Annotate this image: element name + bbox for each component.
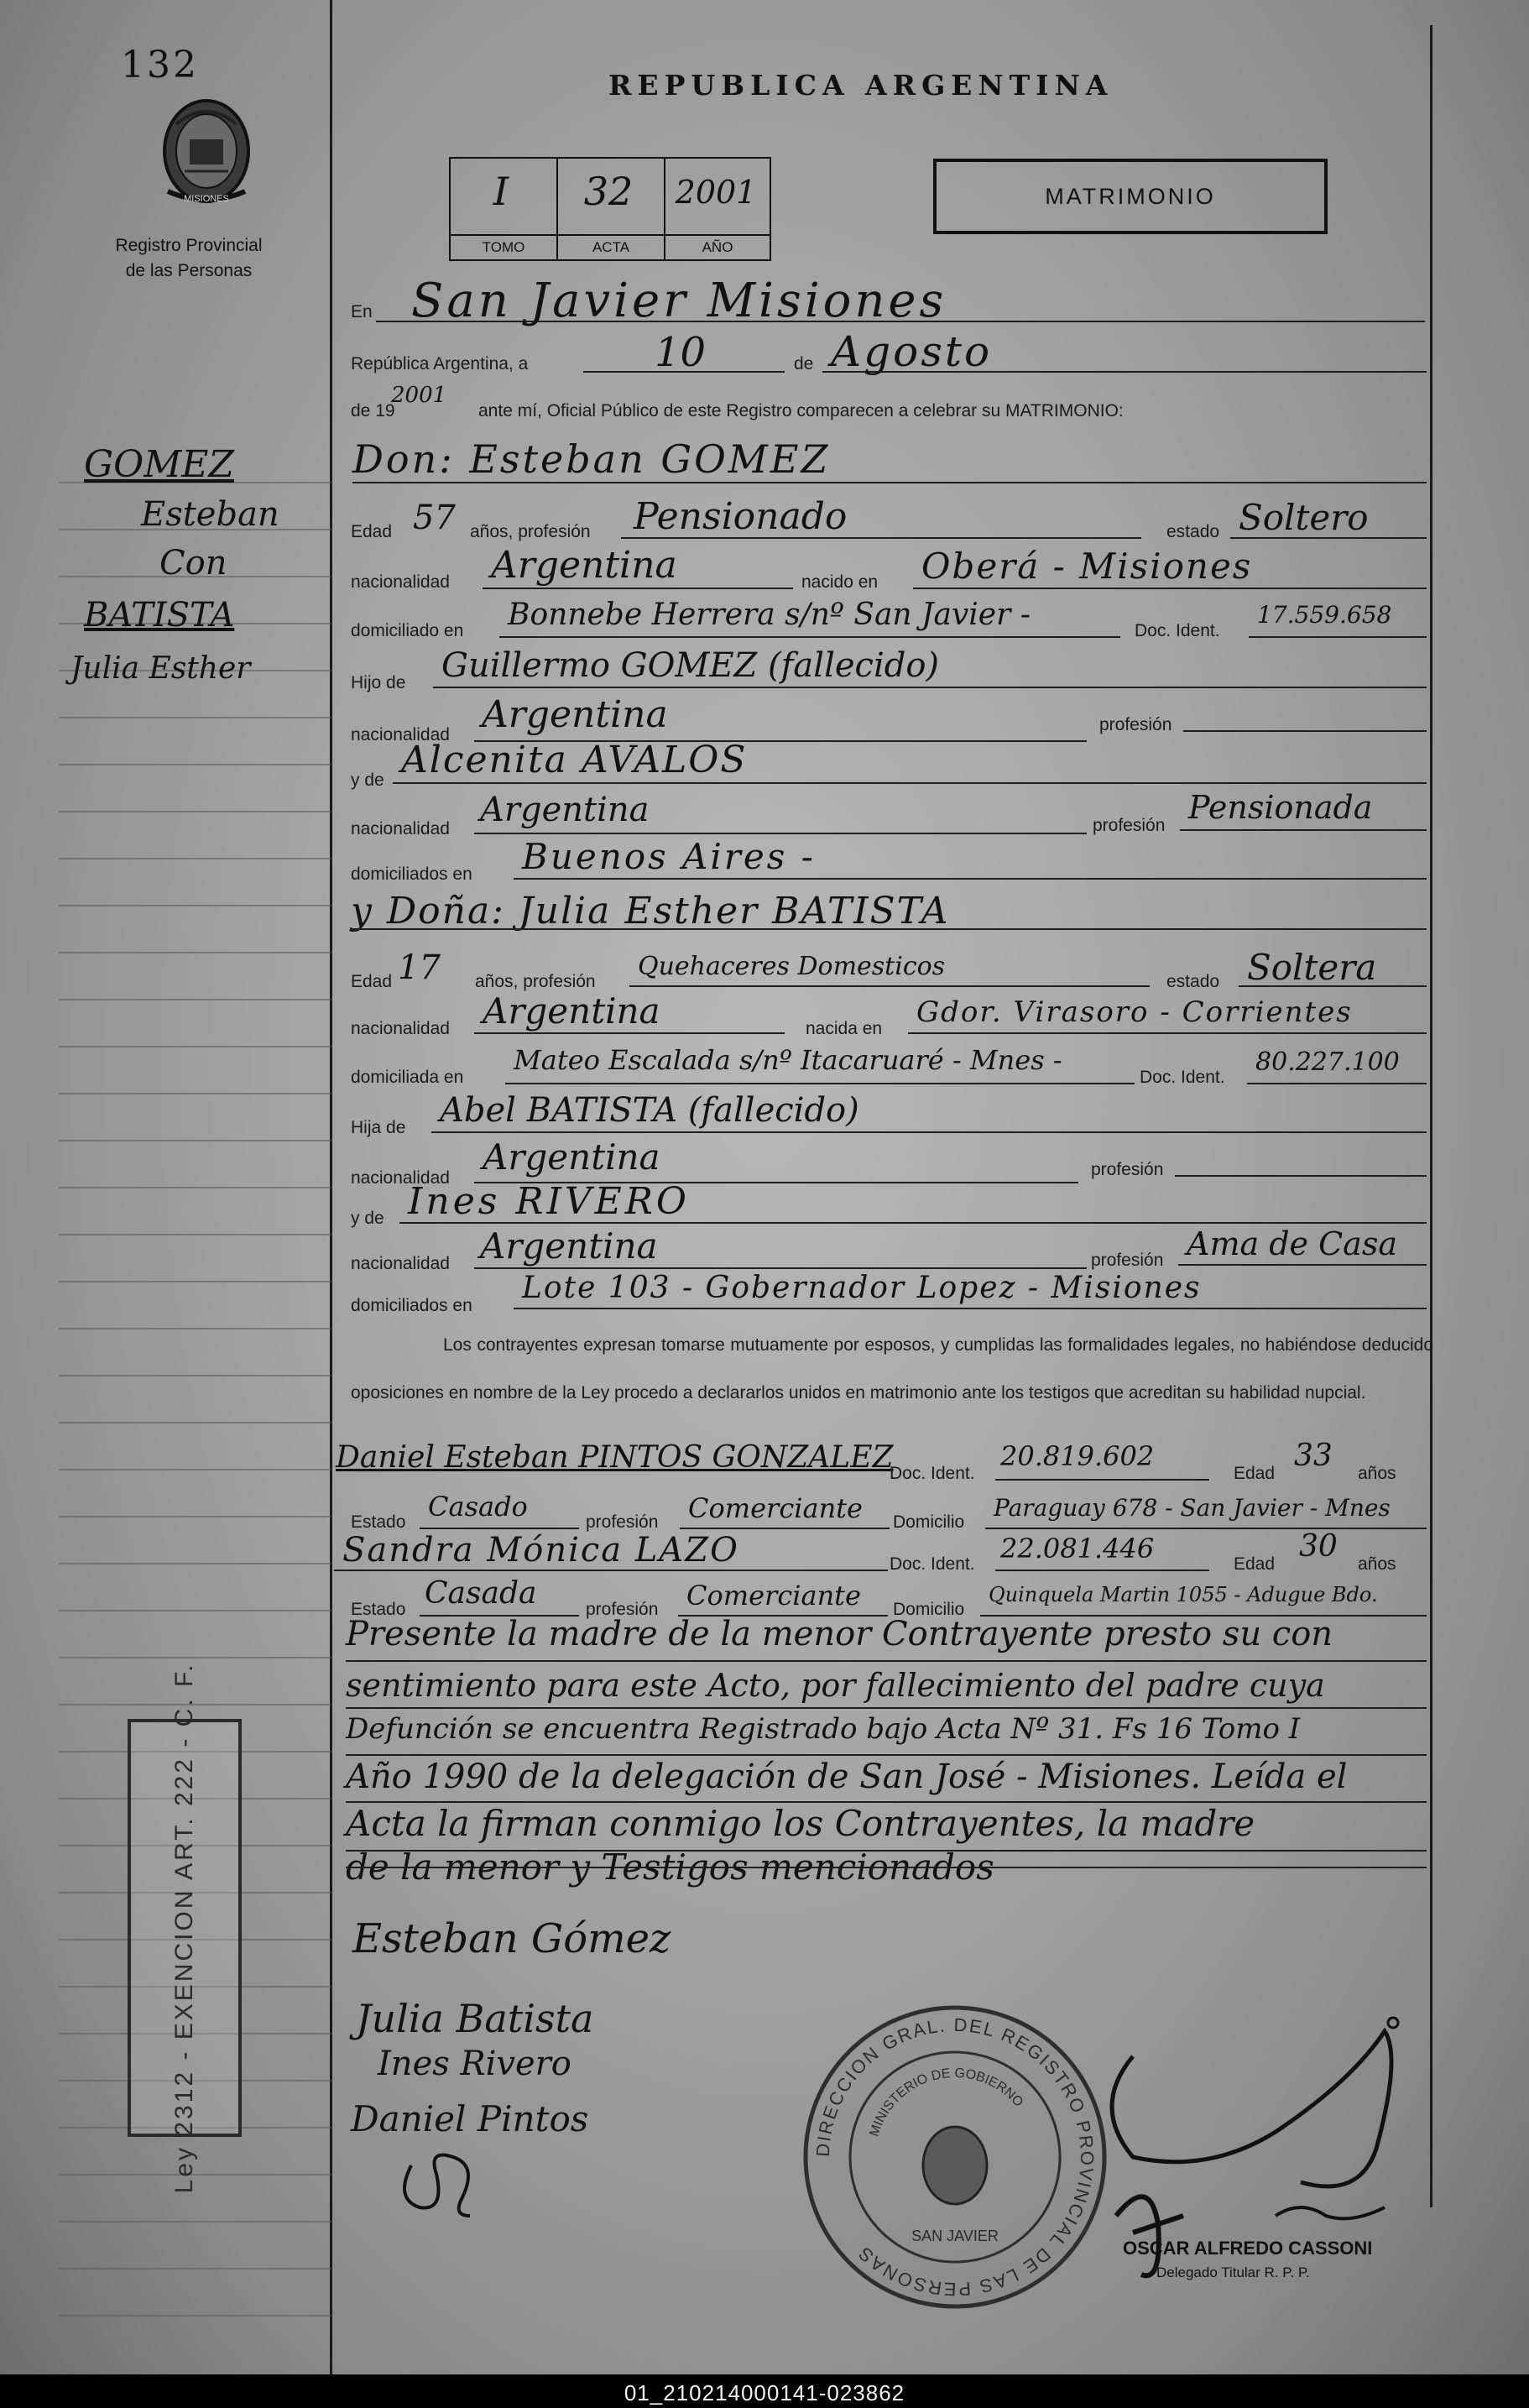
groom-age: 57 xyxy=(413,499,456,537)
acta-value: 32 xyxy=(583,169,634,214)
signature-groom: Esteban Gómez xyxy=(352,1915,671,1962)
bride-mother-nationality: Argentina xyxy=(480,1225,658,1267)
groom-nationality: Argentina xyxy=(491,544,677,587)
seal-ring-text: DIRECCION GRAL. DEL REGISTRO PROVINCIAL DE LAS PERSONAS xyxy=(811,2014,1098,2301)
note-line-5: Acta la firman conmigo los Contrayentes, la madre xyxy=(346,1803,1255,1844)
margin-ruled-line xyxy=(59,1328,331,1329)
groom-birthplace: Oberá - Misiones xyxy=(921,546,1253,587)
scan-file-id: 01_210214000141-023862 xyxy=(624,2380,905,2405)
witness1-age: 33 xyxy=(1294,1439,1333,1473)
margin-ruled-line xyxy=(59,811,331,812)
provincial-shield-icon xyxy=(151,91,262,217)
margin-ruled-line xyxy=(59,1187,331,1188)
anio-label: AÑO xyxy=(665,234,770,261)
country-title: REPUBLICA ARGENTINA xyxy=(608,69,1114,102)
bride-mother-profession: Ama de Casa xyxy=(1187,1225,1397,1262)
groom-domicile: Bonnebe Herrera s/nº San Javier - xyxy=(508,598,1031,632)
bride-domicile: Mateo Escalada s/nº Itacaruaré - Mnes - xyxy=(514,1044,1062,1076)
celebration-day: 10 xyxy=(655,329,707,376)
bride-parents-domicile: Lote 103 - Gobernador Lopez - Misiones xyxy=(522,1271,1202,1305)
note-line-3: Defunción se encuentra Registrado bajo Acta Nº 31. Fs 16 Tomo I xyxy=(346,1712,1301,1746)
note-line-1: Presente la madre de la menor Contrayente presto su con xyxy=(346,1615,1333,1653)
margin-ruled-line xyxy=(59,858,331,859)
margin-ruled-line xyxy=(59,999,331,1000)
margin-ruled-line xyxy=(59,717,331,718)
serial-number: 132 xyxy=(121,44,199,86)
margin-con: Con xyxy=(159,544,227,582)
margin-ruled-line xyxy=(59,1234,331,1235)
officer-signature-icon xyxy=(1083,2006,1435,2308)
celebration-month: Agosto xyxy=(831,327,993,376)
groom-status: Soltero xyxy=(1239,497,1369,538)
witness2-name: Sandra Mónica LAZO xyxy=(342,1531,739,1570)
margin-ruled-line xyxy=(59,1469,331,1470)
witness1-status: Casado xyxy=(428,1491,528,1523)
margin-ruled-line xyxy=(59,1563,331,1564)
groom-father-nationality: Argentina xyxy=(482,693,668,736)
signature-witness: Daniel Pintos xyxy=(351,2098,589,2139)
margin-ruled-line xyxy=(59,952,331,953)
signature-mother: Ines Rivero xyxy=(378,2045,571,2083)
margin-ruled-line xyxy=(59,1657,331,1658)
seal-inner-text: MINISTERIO DE GOBIERNO xyxy=(867,2066,1026,2139)
margin-name-groom: Esteban xyxy=(141,495,279,534)
margin-surname-bride: BATISTA xyxy=(84,596,235,635)
note-line-6: de la menor y Testigos mencionados xyxy=(346,1846,994,1888)
witness2-domicile: Quinquela Martin 1055 - Adugue Bdo. xyxy=(989,1583,1378,1606)
margin-ruled-line xyxy=(59,1610,331,1611)
officer-title: Delegado Titular R. P. P. xyxy=(1156,2264,1310,2280)
right-border xyxy=(1430,25,1432,2207)
groom-mother-profession: Pensionada xyxy=(1188,789,1373,826)
seal-bottom-text: SAN JAVIER xyxy=(911,2228,999,2244)
tomo-value: I xyxy=(493,169,509,214)
margin-ruled-line xyxy=(59,905,331,906)
officer-name: OSCAR ALFREDO CASSONI xyxy=(1123,2238,1373,2259)
note-line-2: sentimiento para este Acto, por fallecimiento del padre cuya xyxy=(346,1667,1325,1704)
tax-exemption-stamp: Ley 2312 - EXENCION ART. 222 - C. F. xyxy=(128,1719,242,2137)
anio-value: 2001 xyxy=(675,174,757,211)
bride-father-nationality: Argentina xyxy=(483,1136,660,1178)
bride-birthplace: Gdor. Virasoro - Corrientes xyxy=(916,995,1353,1029)
witness1-profession: Comerciante xyxy=(688,1492,863,1524)
witness2-doc: 22.081.446 xyxy=(1000,1533,1155,1564)
witness2-profession: Comerciante xyxy=(686,1580,861,1611)
witness1-domicile: Paraguay 678 - San Javier - Mnes xyxy=(994,1494,1391,1522)
celebration-year: 2001 xyxy=(391,383,447,408)
margin-ruled-line xyxy=(59,1140,331,1141)
shield-text: MISIONES xyxy=(184,194,229,204)
witness2-status: Casada xyxy=(425,1576,537,1611)
registry-name: Registro Provincial de las Personas xyxy=(115,236,263,280)
bride-status: Soltera xyxy=(1247,947,1377,988)
declaration-paragraph: Los contrayentes expresan tomarse mutuamente por esposos, y cumplidas las formalidades legales, no habiéndose deducido oposiciones en nombre de la Ley procedo a declararlos unidos en matrimonio ante los testigos que acreditan su habilidad nupcial. xyxy=(351,1335,1433,1402)
document-type: MATRIMONIO xyxy=(933,159,1328,234)
witness1-name: Daniel Esteban PINTOS GONZALEZ xyxy=(336,1440,894,1475)
note-line-4: Año 1990 de la delegación de San José - Misiones. Leída el xyxy=(346,1758,1348,1796)
official-seal-icon xyxy=(796,1998,1114,2317)
witness1-doc: 20.819.602 xyxy=(1000,1440,1155,1472)
margin-ruled-line xyxy=(59,1093,331,1094)
margin-ruled-line xyxy=(59,2268,331,2270)
tomo-label: TOMO xyxy=(451,234,556,261)
bride-doc: 80.227.100 xyxy=(1255,1047,1400,1077)
bride-profession: Quehaceres Domesticos xyxy=(638,952,946,981)
margin-ruled-line xyxy=(59,1516,331,1517)
document-page: 132 MISIONES Registro Provincial de las Personas REPUBLICA ARGENTINA I 32 2001 TOMO ACTA AÑO MATRIMONIO GOMEZ Esteban Con BATISTA Julia Esther En San Javier Misiones República Argentina, a 10 de Agosto de 19 2001 ante mí, Oficial Público de este Registro comparecen a celebrar su MATRIMONIO: Don: Esteban GOMEZ Edad 57 años, profesión Pensionado estado Soltero nacionalidad Argentina nacido en Oberá - Misiones domiciliado en Bonnebe Herrera s/nº San Javier - Doc. Ident. 17.559.658 Hijo de Guillermo GOMEZ (fallecido) nacionalidad Argentina profesión y de Alcenita AVALOS nacionalidad Argentina profesión Pensionada domiciliados en Buenos Aires - y Doña: Julia Esther BATISTA Edad 17 años, profesión Quehaceres Domesticos estado Soltera nacionalidad Argentina nacida en Gdor. Virasoro - Corrientes domiciliada en Mateo Escalada s/nº Itacaruaré - Mnes - Doc. Ident. 80.227.100 Hija de Abel BATISTA (fallecido) nacionalidad Argentina profesión y de Ines RIVERO nacionalidad Argentina profesión Ama de Casa domiciliados en Lote 103 - Gobernador Lopez - Misiones Los contrayentes expresan tomarse mutuamente por esposos, y cumplidas las formalidades legales, no habiéndose deducido oposiciones en nombre de la Ley procedo a declararlos unidos en matrimonio ante los testigos que acreditan su habilidad nupcial. Daniel Esteban PINTOS GONZALEZ Doc. Ident. 20.819.602 Edad 33 años Estado Casado profesión Comerciante Domicilio Paraguay 678 - San Javier - Mnes Sandra Mónica LAZO Doc. Ident. 22.081.446 Edad 30 años Estado Casada profesión Comerciante Domicilio Quinquela Martin 1055 - Adugue Bdo. Presente la madre de la menor Contrayente presto su con sentimiento para este Acto, por fallecimiento del padre cuya Defunción se encuentra Registrado bajo Acta Nº 31. Fs 16 Tomo I Año 1990 de la delegación de San José - Misiones. Leída el Acta la firman conmigo los Contrayentes, la madre de la menor y Testigos mencionados Esteban Gómez Julia Batista Ines Rivero Daniel Pintos OSCAR ALFREDO CASSONI Delegado Titular R. P. P. Ley 2312 - EXENCION ART. 222 - C. F. DIRECCION GRAL. DEL REGISTRO PROVINCIAL DE LAS PERSONAS MINISTERIO DE GOBIERNO SAN JAVIER xyxy=(0,0,1529,2374)
margin-surname-groom: GOMEZ xyxy=(84,443,234,486)
acta-reference-box xyxy=(449,157,771,261)
bride-full-name: y Doña: Julia Esther BATISTA xyxy=(351,890,950,932)
margin-ruled-line xyxy=(59,764,331,765)
margin-ruled-line xyxy=(59,1375,331,1376)
margin-ruled-line xyxy=(59,1422,331,1423)
bride-mother: Ines RIVERO xyxy=(408,1180,690,1223)
groom-profession: Pensionado xyxy=(634,495,848,538)
margin-ruled-line xyxy=(59,2221,331,2223)
bride-age: 17 xyxy=(398,948,441,987)
groom-parents-domicile: Buenos Aires - xyxy=(522,836,816,877)
bride-father: Abel BATISTA (fallecido) xyxy=(440,1091,859,1130)
groom-mother: Alcenita AVALOS xyxy=(401,739,748,781)
groom-full-name: Don: Esteban GOMEZ xyxy=(352,436,831,482)
margin-ruled-line xyxy=(59,1046,331,1047)
groom-doc: 17.559.658 xyxy=(1257,601,1392,629)
margin-ruled-line xyxy=(59,1281,331,1282)
margin-name-bride: Julia Esther xyxy=(70,651,251,686)
bride-nationality: Argentina xyxy=(483,990,660,1032)
margin-ruled-line xyxy=(59,2315,331,2317)
signature-bride: Julia Batista xyxy=(356,1996,594,2041)
signature-scribble-icon xyxy=(386,2132,495,2224)
groom-mother-nationality: Argentina xyxy=(480,791,650,829)
witness2-age: 30 xyxy=(1299,1529,1338,1564)
groom-father: Guillermo GOMEZ (fallecido) xyxy=(441,646,940,685)
acta-label: ACTA xyxy=(558,234,664,261)
celebration-place: San Javier Misiones xyxy=(411,274,947,328)
